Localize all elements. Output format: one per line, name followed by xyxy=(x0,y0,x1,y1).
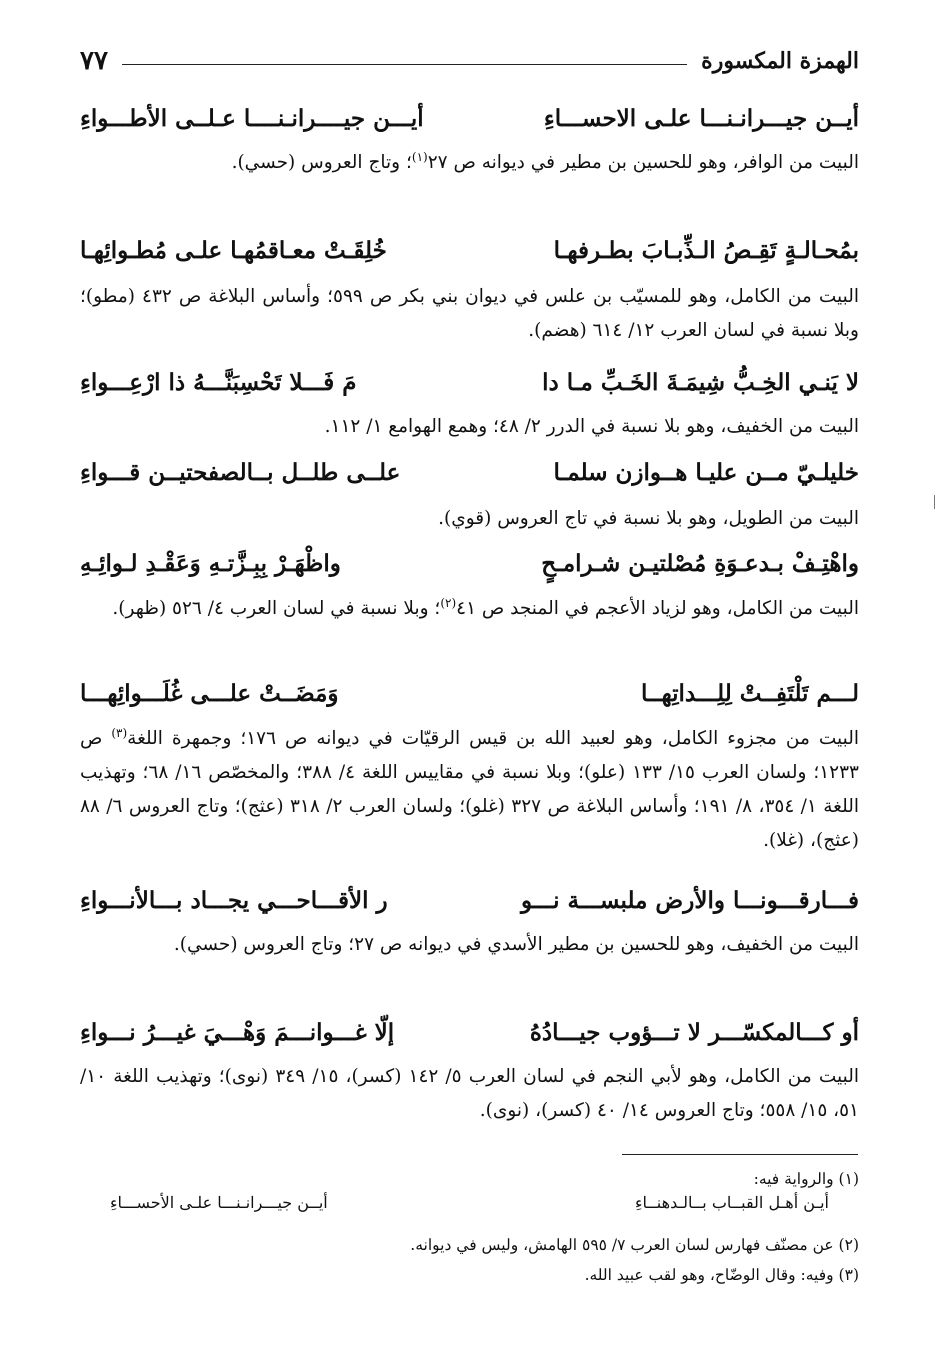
commentary-6-text: البيت من مجزوء الكامل، وهو لعبيد الله بن قيس الرقيّات في ديوانه ص ١٧٦؛ وجمهرة اللغة xyxy=(127,728,859,749)
verse-5 xyxy=(80,543,859,583)
commentary-5-text-end: ؛ وبلا نسبة في لسان العرب ٤/ ٥٢٦ (ظهر). xyxy=(112,598,441,619)
verse-6-first-hemistich: لـــم تَلْتَفِــتْ لِلِـــداتِهــا xyxy=(641,679,859,707)
commentary-3: البيت من الخفيف، وهو بلا نسبة في الدرر ٢/ ٤٨؛ وهمع الهوامع ١/ ١١٢. xyxy=(324,416,859,437)
verse-7 xyxy=(80,880,859,920)
verse-7-first-hemistich: فـــارقـــونـــا والأرض ملبســـة نـــو xyxy=(520,886,859,914)
verse-8-second-hemistich: إلّا غـــوانـــمَ وَهْـــيَ غيـــرُ نـــواءِ xyxy=(80,1018,395,1046)
verse-7-second-hemistich: ر الأقـــاحـــي يجـــاد بـــالأنـــواءِ xyxy=(80,886,388,914)
margin-speck xyxy=(934,495,935,509)
commentary-7: البيت من الخفيف، وهو للحسين بن مطير الأسدي في ديوانه ص ٢٧؛ وتاج العروس (حسي). xyxy=(173,934,859,955)
verse-5-second-hemistich: واظْهَـرْ بِبِـزَّتـهِ وَعَقْـدِ لـوائِـهِ xyxy=(80,549,341,577)
verse-2-first-hemistich: بمُحـالـةٍ تَقِـصُ الـذِّبـابَ بطـرفهـا xyxy=(553,236,859,264)
verse-8-first-hemistich: أو كـــالمكسّـــر لا تـــؤوب جيـــادُهُ xyxy=(529,1018,859,1046)
verse-3 xyxy=(80,362,859,402)
commentary-1-text-end: ؛ وتاج العروس (حسي). xyxy=(231,152,412,173)
verse-4-second-hemistich: علــى طلــل بــالصفحتيــن قـــواءِ xyxy=(80,458,401,486)
page-number: ٧٧ xyxy=(80,46,108,76)
verse-8 xyxy=(80,1012,859,1052)
footnote-marker-1: (١) xyxy=(411,149,428,164)
verse-4 xyxy=(80,452,859,492)
verse-2 xyxy=(80,230,859,270)
footnote-1-verse-second-hemistich: أيــن جيـــرانـنـــا علـى الأحســـاءِ xyxy=(110,1193,328,1212)
verse-5-first-hemistich: واهْتِـفْ بـدعـوَةِ مُصْلتيـن شـرامـحٍ xyxy=(541,549,859,577)
verse-1-first-hemistich: أيــن جيـــرانـنـــا علـى الاحســـاءِ xyxy=(543,104,859,132)
footnote-1-verse xyxy=(110,1193,829,1221)
page-header xyxy=(80,44,859,78)
running-title: الهمزة المكسورة xyxy=(701,48,859,74)
footnote-3: (٣) وفيه: وقال الوضّاح، وهو لقب عبيد الله. xyxy=(584,1266,859,1284)
verse-2-second-hemistich: خُلِقَـتْ معـاقمُهـا علـى مُطـوائِهـا xyxy=(80,236,387,264)
commentary-6-text-end: ص ١٢٣٣؛ ولسان العرب ١٥/ ١٣٣ (علو)؛ وبلا نسبة في مقاييس اللغة ٤/ ٣٨٨؛ والمخصّص ١٦/ ٦٨؛ وتهذيب اللغة ١/ ٣٥٤، ٨/ ١٩١؛ وأساس البلاغة ص ٣٢٧ (غلو)؛ ولسان العرب ٢/ ٣١٨ (عثج)؛ وتاج العروس ٦/ ٨٨ (عثج)، (غلا). xyxy=(80,728,859,851)
footnote-1: (١) والرواية فيه: xyxy=(753,1170,859,1188)
commentary-6 xyxy=(80,722,859,858)
commentary-8: البيت من الكامل، وهو لأبي النجم في لسان العرب ٥/ ١٤٢ (كسر)، ١٥/ ٣٤٩ (نوى)؛ وتهذيب اللغة ١٠/ ٥١، ١٥/ ٥٥٨؛ وتاج العروس ١٤/ ٤٠ (كسر)، (نوى). xyxy=(80,1066,859,1121)
footnote-marker-2: (٢) xyxy=(440,595,457,610)
verse-1-second-hemistich: أيـــن جيــــرانـنــــا عـلــى الأطـــواءِ xyxy=(80,104,424,132)
header-rule xyxy=(122,64,687,65)
commentary-1 xyxy=(80,146,859,180)
verse-6 xyxy=(80,673,859,713)
verse-4-first-hemistich: خليلـيّ مــن عليـا هــوازن سلمـا xyxy=(553,458,859,486)
verse-6-second-hemistich: وَمَضَــتْ علـــى غُلَـــوائِهـــا xyxy=(80,679,339,707)
footnote-1-verse-first-hemistich: أيـن أهـل القبــاب بــالـدهنــاءِ xyxy=(635,1193,829,1212)
commentary-4: البيت من الطويل، وهو بلا نسبة في تاج العروس (قوي). xyxy=(438,508,859,529)
verse-3-first-hemistich: لا يَنـي الخِـبُّ شِيمَـةَ الخَـبِّ مـا دا xyxy=(542,368,859,396)
footnote-marker-3: (٣) xyxy=(111,725,128,740)
verse-1 xyxy=(80,98,859,138)
commentary-5-text: البيت من الكامل، وهو لزياد الأعجم في المنجد ص ٤١ xyxy=(456,598,859,619)
footnote-separator xyxy=(622,1154,858,1155)
footnote-2: (٢) عن مصنّف فهارس لسان العرب ٧/ ٥٩٥ الهامش، وليس في ديوانه. xyxy=(410,1236,859,1254)
commentary-2: البيت من الكامل، وهو للمسيّب بن علس في ديوان بني بكر ص ٥٩٩؛ وأساس البلاغة ص ٤٣٢ (مطو)؛ وبلا نسبة في لسان العرب ١٢/ ٦١٤ (هضم). xyxy=(80,286,859,341)
commentary-5 xyxy=(80,592,859,626)
verse-3-second-hemistich: مَ فَـــلا تَحْسِبَنَّـــهُ ذا ارْعِـــواءِ xyxy=(80,368,357,396)
commentary-1-text: البيت من الوافر، وهو للحسين بن مطير في ديوانه ص ٢٧ xyxy=(427,152,859,173)
